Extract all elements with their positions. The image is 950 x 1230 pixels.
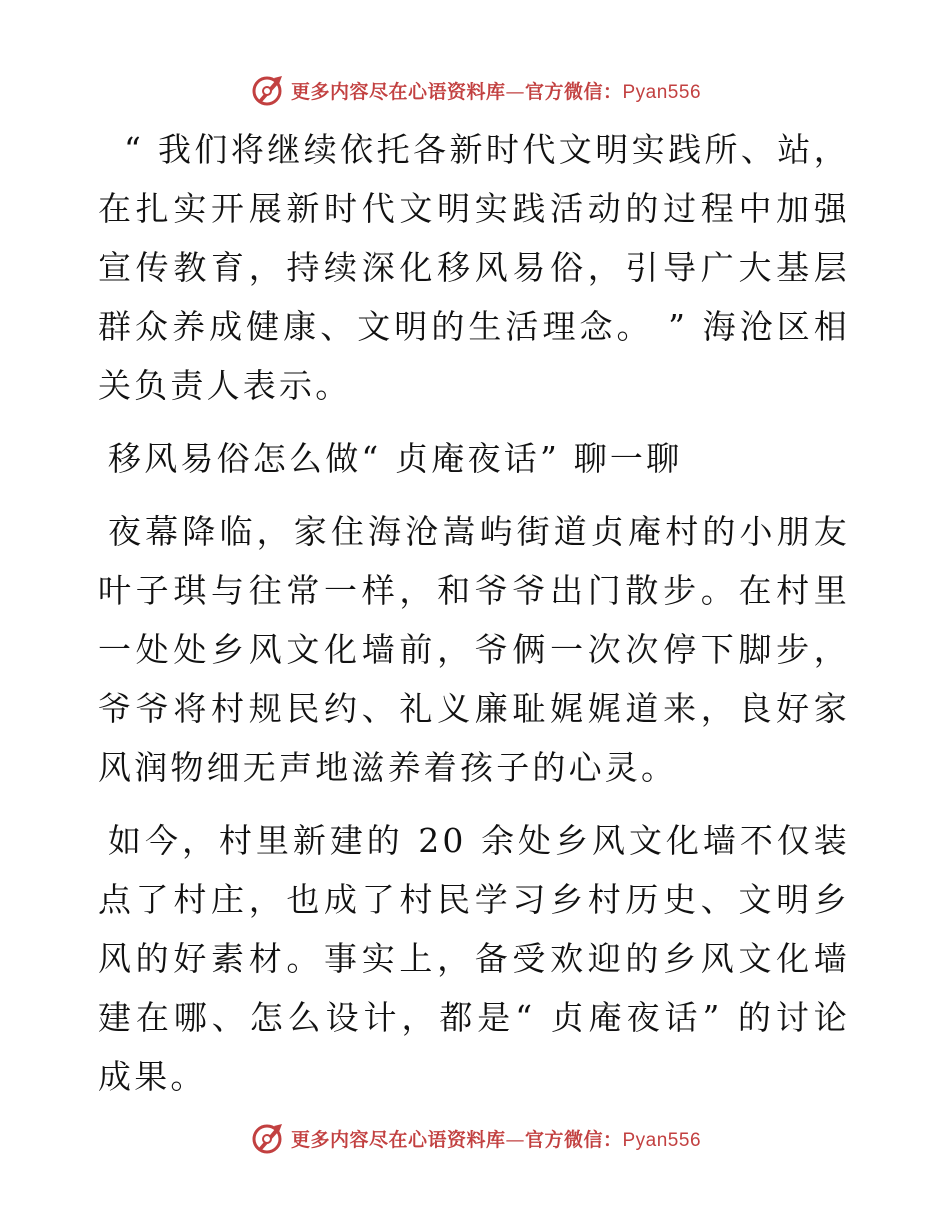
watermark-text [291, 1125, 701, 1152]
footer-watermark [0, 1118, 950, 1158]
watermark-wechat-id: Pyan556 [622, 1129, 702, 1151]
watermark-wechat-id: Pyan556 [622, 81, 702, 103]
document-body [98, 120, 850, 1106]
watermark-site-text: 更多内容尽在心语资料库 [290, 1128, 506, 1151]
watermark-wechat-label: 官方微信： [524, 1128, 623, 1151]
paragraph-evening-walk: 夜幕降临，家住海沧嵩屿街道贞庵村的小朋友叶子琪与往常一样，和爷爷出门散步。在村里一处处乡风文化墙前，爷俩一次次停下脚步，爷爷将村规民约、礼义廉耻娓娓道来，良好家风润物细无声地滋养着孩子的心灵。 [98, 512, 850, 787]
paragraph-culture-wall: 如今，村里新建的 20 余处乡风文化墙不仅装点了村庄，也成了村民学习乡村历史、文明乡风的好素材。事实上，备受欢迎的乡风文化墙建在哪、怎么设计，都是“ 贞庵夜话” 的讨论成果。 [98, 821, 850, 1096]
header-watermark [0, 70, 950, 110]
quill-pen-logo-icon [249, 72, 285, 108]
watermark-wechat-label: 官方微信： [524, 80, 623, 103]
watermark-text [291, 77, 701, 104]
paragraph-quote: “ 我们将继续依托各新时代文明实践所、站，在扎实开展新时代文明实践活动的过程中加强宣传教育，持续深化移风易俗，引导广大基层群众养成健康、文明的生活理念。 ” 海沧区相关负责人表示。 [98, 130, 850, 405]
watermark-separator: — [505, 1128, 525, 1151]
watermark-separator: — [505, 80, 525, 103]
quill-pen-logo-icon [249, 1120, 285, 1156]
section-heading: 移风易俗怎么做“ 贞庵夜话” 聊一聊 [108, 439, 683, 478]
watermark-site-text: 更多内容尽在心语资料库 [290, 80, 506, 103]
